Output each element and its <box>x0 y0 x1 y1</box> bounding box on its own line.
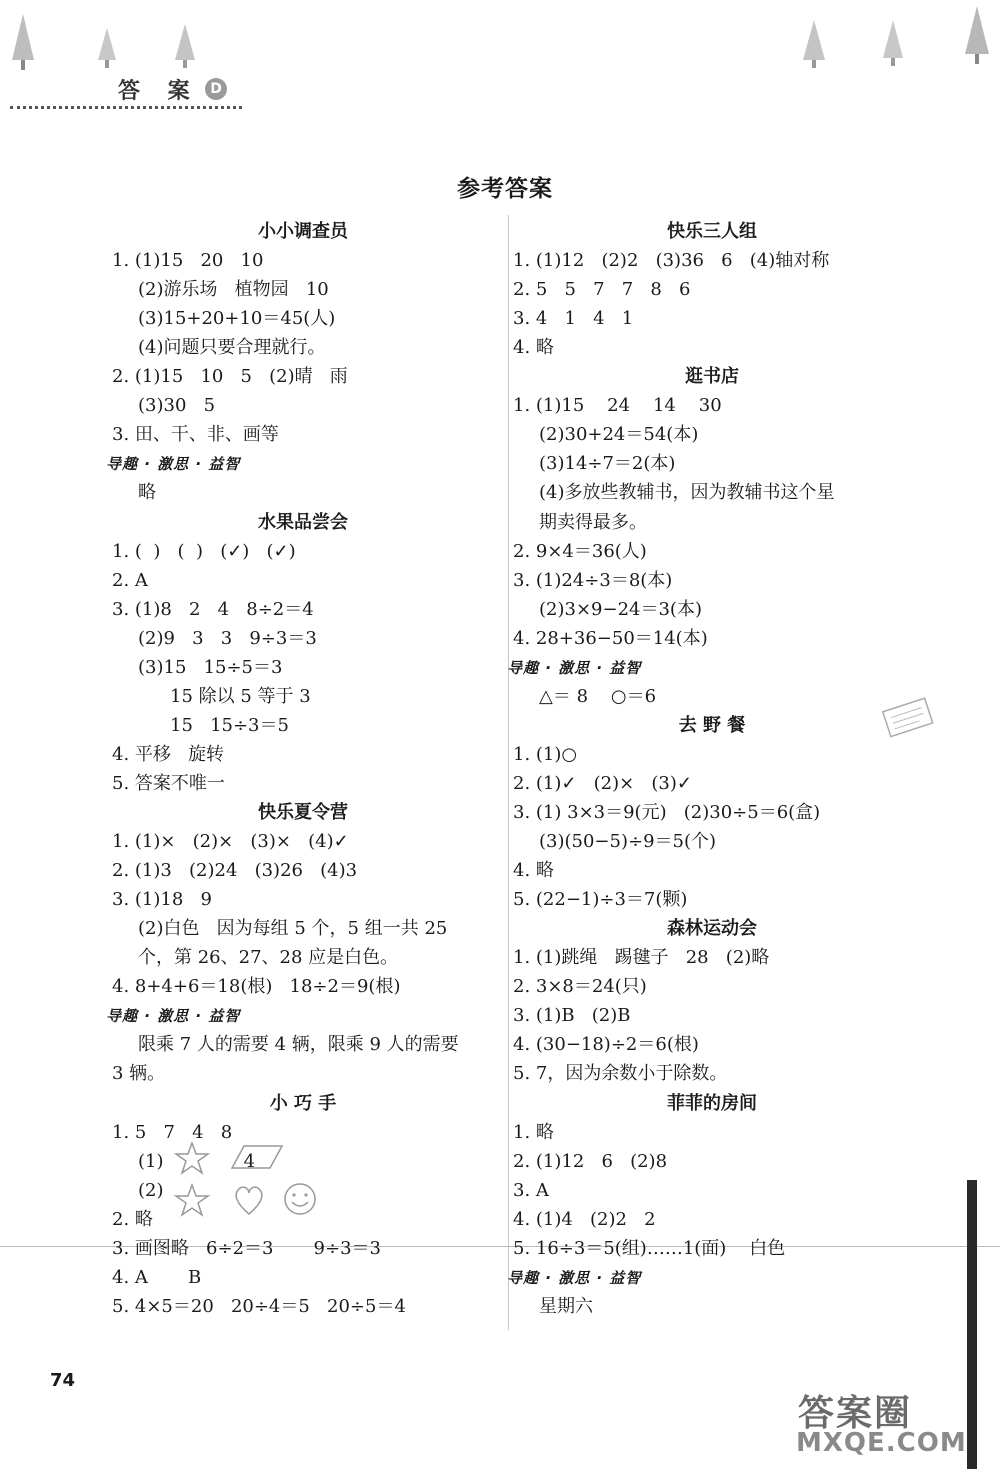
answer-line: 4. 28+36−50＝14(本) <box>513 627 708 649</box>
section-heading: 快乐夏令营 <box>258 802 348 823</box>
section-heading: 水果品尝会 <box>258 511 348 533</box>
tree-icon <box>880 18 906 68</box>
smiley-icon <box>282 1181 318 1217</box>
answer-line: 5. (22−1)÷3＝7(颗) <box>513 889 688 911</box>
section-heading: 快乐三人组 <box>667 221 757 242</box>
page-title: 参考答案 <box>457 176 553 202</box>
answer-line: 2. A <box>112 569 148 591</box>
parallelogram-icon <box>230 1143 284 1171</box>
answer-line: 星期六 <box>539 1295 593 1317</box>
answer-line: (2)30+24＝54(本) <box>539 424 699 446</box>
bonus-heading: 导趣 · 激思 · 益智 <box>507 658 642 677</box>
book-stamp-icon <box>878 694 940 742</box>
tree-icon <box>962 4 992 66</box>
tree-icon <box>8 12 38 72</box>
tree-icon <box>95 26 119 70</box>
answer-line: 4. 略 <box>513 860 554 882</box>
answer-line: 4. (1)4 (2)2 2 <box>513 1208 656 1230</box>
answer-line: 3. (1)8 2 4 8÷2＝4 <box>112 598 314 620</box>
section-heading: 逛书店 <box>685 366 739 388</box>
answer-line: 1. (1)○ <box>513 743 578 765</box>
answer-line: (2)9 3 3 9÷3＝3 <box>138 627 317 649</box>
answer-line: 2. 略 <box>112 1208 153 1230</box>
answer-line: 3. 画图略 6÷2＝3 9÷3＝3 <box>112 1237 381 1259</box>
answer-line: 3. (1)B (2)B <box>513 1005 631 1027</box>
bonus-heading: 导趣 · 激思 · 益智 <box>106 455 241 474</box>
answer-line: 2. (1)3 (2)24 (3)26 (4)3 <box>112 860 358 882</box>
answer-line: 4. A B <box>112 1266 202 1288</box>
tree-icon <box>172 22 198 70</box>
answer-line: (4)多放些教辅书，因为教辅书这个星 <box>539 482 835 504</box>
column-divider <box>508 215 509 1330</box>
answer-line: 2. (1)✓ (2)× (3)✓ <box>513 772 692 794</box>
star-icon <box>172 1183 212 1217</box>
answer-line: 限乘 7 人的需要 4 辆，限乘 9 人的需要 <box>138 1034 459 1056</box>
answer-line: 1. (1)跳绳 踢毽子 28 (2)略 <box>513 947 770 969</box>
answer-line: (2)白色 因为每组 5 个，5 组一共 25 <box>138 918 448 940</box>
section-heading: 森林运动会 <box>667 918 757 940</box>
answer-line: 略 <box>138 482 156 504</box>
answer-line: (1) 4 <box>138 1150 256 1172</box>
answer-line: 2. 5 5 7 7 8 6 <box>513 279 691 301</box>
header-dotted-rule <box>10 106 242 109</box>
answer-line: 5. 答案不唯一 <box>112 772 225 794</box>
answer-line: 2. (1)12 6 (2)8 <box>513 1150 668 1172</box>
answer-line: (2)3×9−24＝3(本) <box>539 598 702 620</box>
answer-line: 1. (1)15 20 10 <box>112 250 264 272</box>
answer-line: (3)14÷7＝2(本) <box>539 453 676 475</box>
answer-line: 2. 3×8＝24(只) <box>513 976 647 998</box>
answer-line: (3)30 5 <box>138 395 216 417</box>
answer-line: 1. 5 7 4 8 <box>112 1121 233 1143</box>
section-heading: 小小调查员 <box>258 221 348 242</box>
answer-line: (2) <box>138 1179 164 1201</box>
answer-line: 5. 7，因为余数小于除数。 <box>513 1063 728 1085</box>
answer-line: 5. 16÷3＝5(组)……1(面) 白色 <box>513 1237 786 1259</box>
answer-line: 3. (1)24÷3＝8(本) <box>513 569 673 591</box>
tree-icon <box>800 18 828 70</box>
heart-icon <box>232 1183 266 1217</box>
answer-line: (2)游乐场 植物园 10 <box>138 279 329 301</box>
answer-line: 期卖得最多。 <box>539 511 647 533</box>
watermark-logo: 答案圈 <box>798 1393 913 1434</box>
bonus-heading: 导趣 · 激思 · 益智 <box>507 1268 642 1287</box>
answer-line: △＝ 8 ○＝6 <box>539 685 657 707</box>
answer-line: 15 15÷3＝5 <box>170 714 289 736</box>
section-heading: 小 巧 手 <box>269 1092 337 1114</box>
header-badge: D <box>205 78 227 100</box>
answer-line: 3. 4 1 4 1 <box>513 308 634 330</box>
answer-line: 3. (1) 3×3＝9(元) (2)30÷5＝6(盒) <box>513 802 821 823</box>
answer-line: 4. (30−18)÷2＝6(根) <box>513 1034 699 1056</box>
answer-line: (3)15+20+10＝45(人) <box>138 308 336 330</box>
answer-line: 1. (1)× (2)× (3)× (4)✓ <box>112 831 349 853</box>
answer-line: 3. 田、干、非、画等 <box>112 424 279 446</box>
answer-line: 4. 平移 旋转 <box>112 743 225 765</box>
answer-line: 1. 略 <box>513 1121 554 1143</box>
answer-line: 5. 4×5＝20 20÷4＝5 20÷5＝4 <box>112 1295 406 1317</box>
answer-line: 3. A <box>513 1179 549 1201</box>
answer-line: 1. ( ) ( ) (✓) (✓) <box>112 540 296 562</box>
answer-line: (4)问题只要合理就行。 <box>138 337 326 359</box>
answer-line: 1. (1)12 (2)2 (3)36 6 (4)轴对称 <box>513 250 830 272</box>
answer-line: 3. (1)18 9 <box>112 889 212 911</box>
answer-header-label: 答 案 <box>118 79 200 104</box>
page-edge-shadow <box>967 1180 977 1469</box>
answer-line: 2. 9×4＝36(人) <box>513 540 647 562</box>
answer-line: 15 除以 5 等于 3 <box>170 685 311 707</box>
answer-line: 个，第 26、27、28 应是白色。 <box>138 947 399 969</box>
bonus-heading: 导趣 · 激思 · 益智 <box>106 1007 241 1026</box>
answer-line: (3)(50−5)÷9＝5(个) <box>539 831 717 853</box>
answer-line: 2. (1)15 10 5 (2)晴 雨 <box>112 366 348 388</box>
answer-line: 3 辆。 <box>112 1063 166 1085</box>
answer-line: 4. 8+4+6＝18(根) 18÷2＝9(根) <box>112 976 401 998</box>
section-heading: 去 野 餐 <box>678 714 746 736</box>
answer-line: 1. (1)15 24 14 30 <box>513 395 722 417</box>
star-icon <box>172 1141 212 1175</box>
watermark-url: MXQE.COM <box>796 1428 967 1458</box>
page-number: 74 <box>50 1370 76 1391</box>
answer-line: 4. 略 <box>513 337 554 359</box>
section-heading: 菲菲的房间 <box>667 1092 757 1114</box>
answer-line: (3)15 15÷5＝3 <box>138 656 283 678</box>
